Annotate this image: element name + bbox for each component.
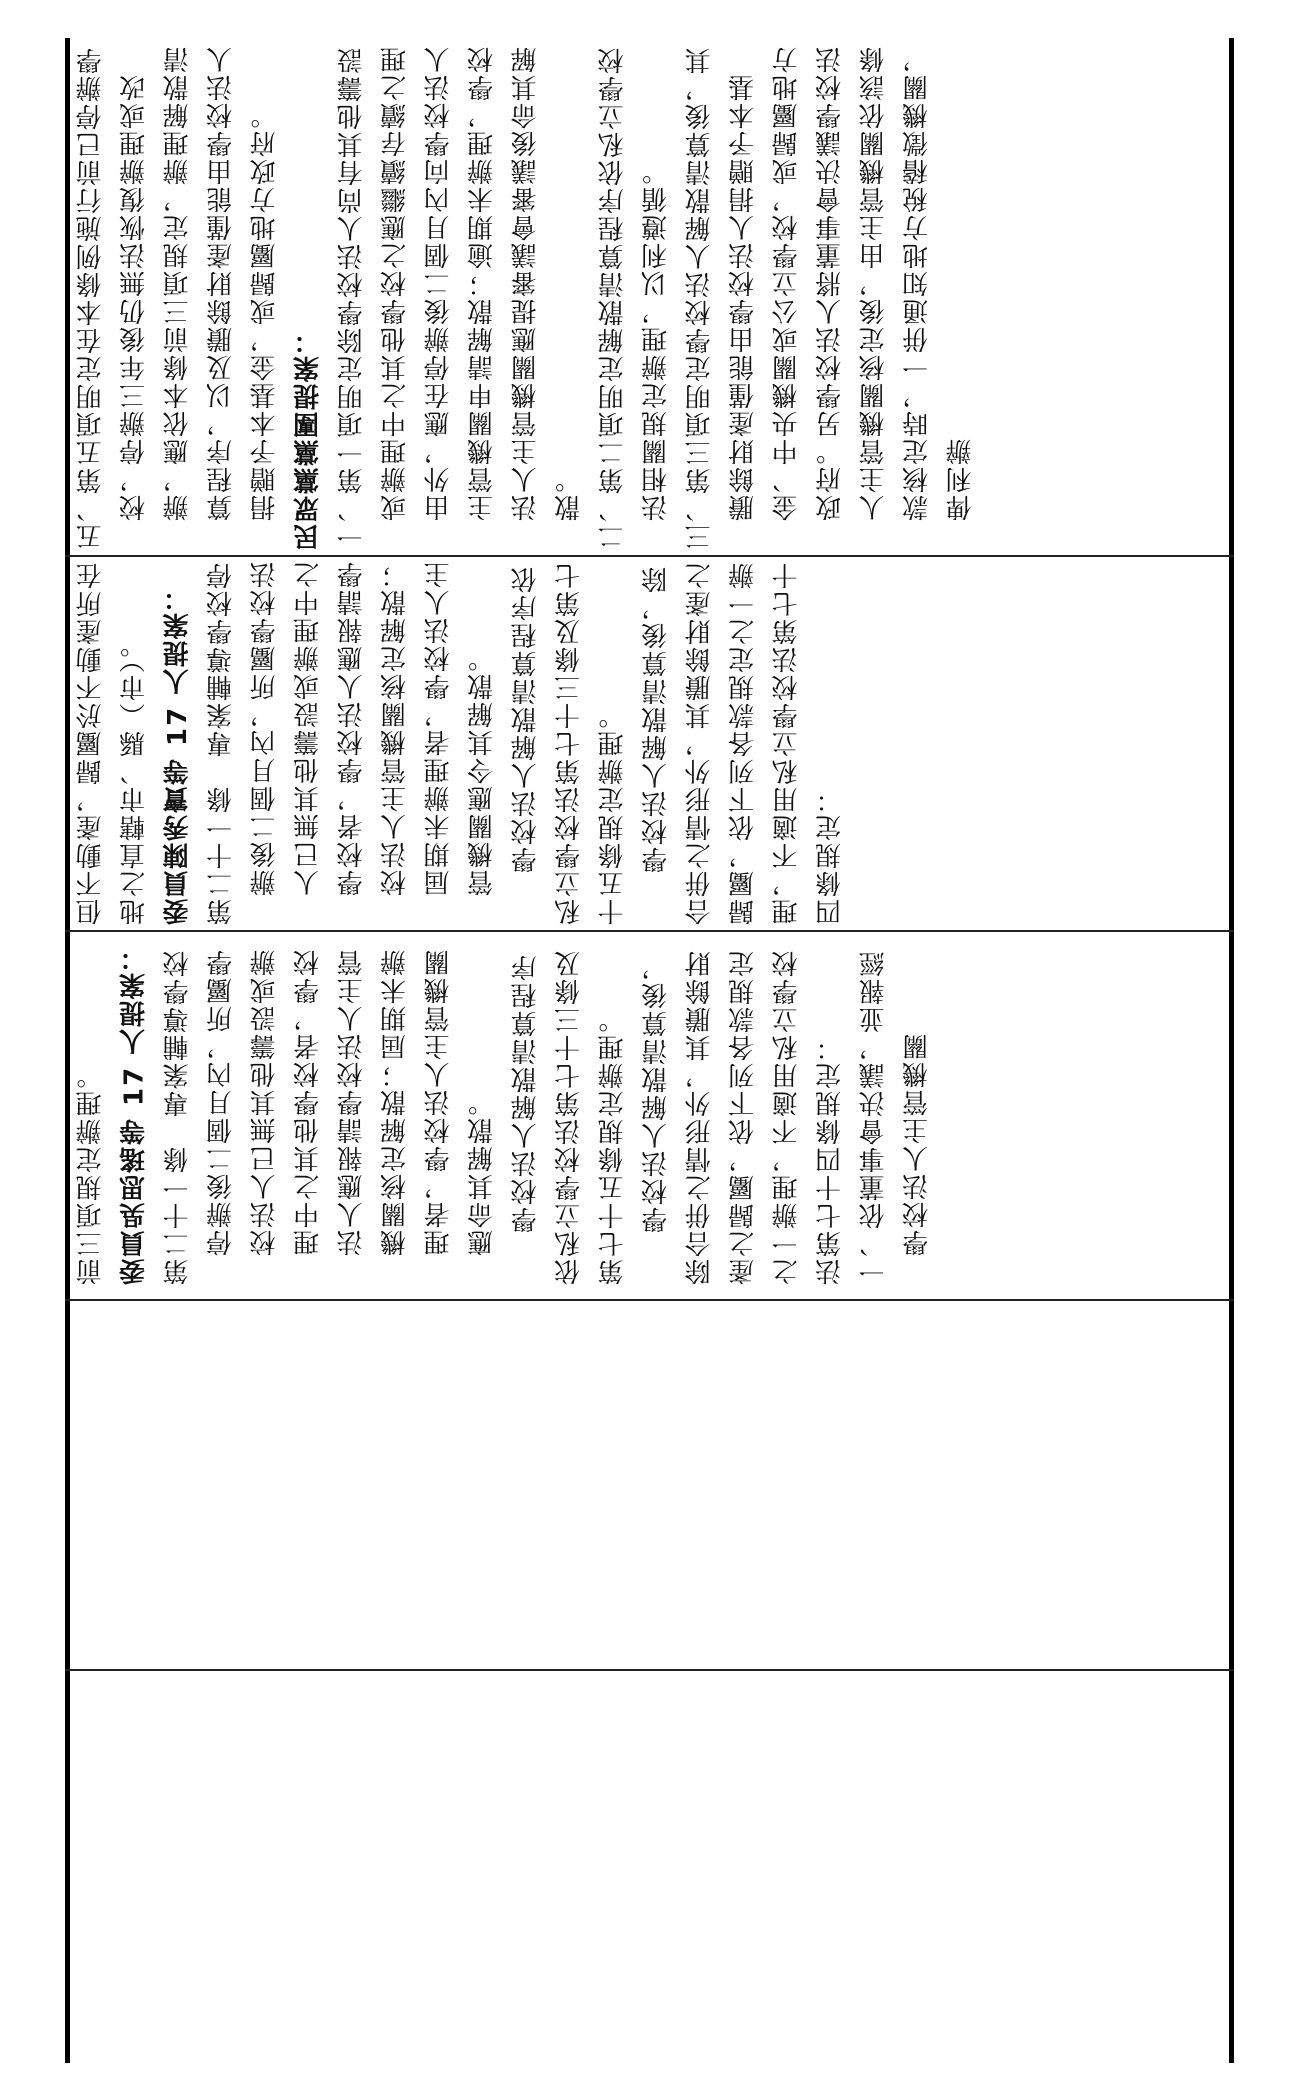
list-item: 一、第一項明定除學校法人尚有其他籌設或辦理中之其他學校之應繼續存續之理由外，應在停辦後二個月內向學校法人主管機關申請解散；逾期未辦理，學校法人主管機關應提審議會審議後命其解散。 <box>337 45 585 550</box>
paragraph: 學校法人解散清算後，除合併之情形外，其賸餘財產之歸屬，依下列各款規定之一辦理，不適用私立學校法第七十四條規定： <box>641 561 846 925</box>
table-divider-4 <box>65 1669 1234 1671</box>
list-item: 三、第三項明定學校法人解散清算後，其賸餘財產僅能由學校法人捐贈予本基金、中央機關或公立學校，或歸屬地方政府。另學校法人將董事會決議學校法人主管機關核定後，由主管機關依該條款核定時，一併通知地方稅稽徵機關，俾利辦 <box>685 45 976 550</box>
proposal-column-wu <box>70 935 1229 1285</box>
explanation-column <box>70 45 1229 550</box>
proposal-column-chen <box>70 560 1229 925</box>
list-item: 一、依董事會決議，並報經學校法人主管機關 <box>859 949 933 1285</box>
paragraph: 但不動產，歸屬於不動產所在地之直轄市、縣（市）。 <box>76 561 150 925</box>
table-divider-2 <box>65 930 1234 932</box>
table-divider-1 <box>65 1299 1234 1301</box>
paragraph: 前三項規定辦理。 <box>76 1061 106 1285</box>
paragraph: 學校法人解散清算程序依私立學校法第七十三條及第七十五條規定辦理。 <box>511 561 628 925</box>
paragraph: 學校法人解散清算程序依私立學校法第七十三條及第七十五條規定辦理。 <box>511 949 628 1285</box>
paragraph: 學校法人解散清算後，除合併之情形外，其賸餘財產之歸屬，依下列各款規定之一辦理，不適用私立學校法第七十四條規定： <box>641 949 846 1285</box>
article-text: 第二十一條 專案輔導學校停辦後二個月內，所屬學校法人已無其他籌設或辦理中之其他學校者，學校法人應報請學校法人主管機關核定解散；屆期未辦理者，學校法人主管機關應命其解散。 <box>163 948 498 1285</box>
page-border-right <box>1229 38 1234 2063</box>
proposal-heading: 民眾黨黨團提案： <box>293 326 324 550</box>
proposal-heading: 委員吳思瑤等 17 人提案： <box>119 942 150 1285</box>
list-item: 二、第二項明定解散清算程序依私立學校法相關規定辦理，以利遵循。 <box>598 46 672 550</box>
proposal-heading: 委員陳秀寶等 17 人提案： <box>163 582 193 925</box>
table-divider-3 <box>65 555 1234 557</box>
article-text: 第二十一條 專案輔導學校停辦後二個月內，所屬學校法人已無其他籌設或辦理中之學校者，學校法人應報請學校法人主管機關核定解散；屆期未辦理者，學校法人主管機關應令其解散。 <box>206 560 498 925</box>
list-item: 五、第五項明定在本條例施行前已停辦學校，停辦三年後仍無法恢復辦理或改辦，應依本條前三項規定，辦理解散清算程序，以及賸餘財產僅能由學校法人捐贈予本基金，或歸屬地方政府。 <box>76 45 280 550</box>
